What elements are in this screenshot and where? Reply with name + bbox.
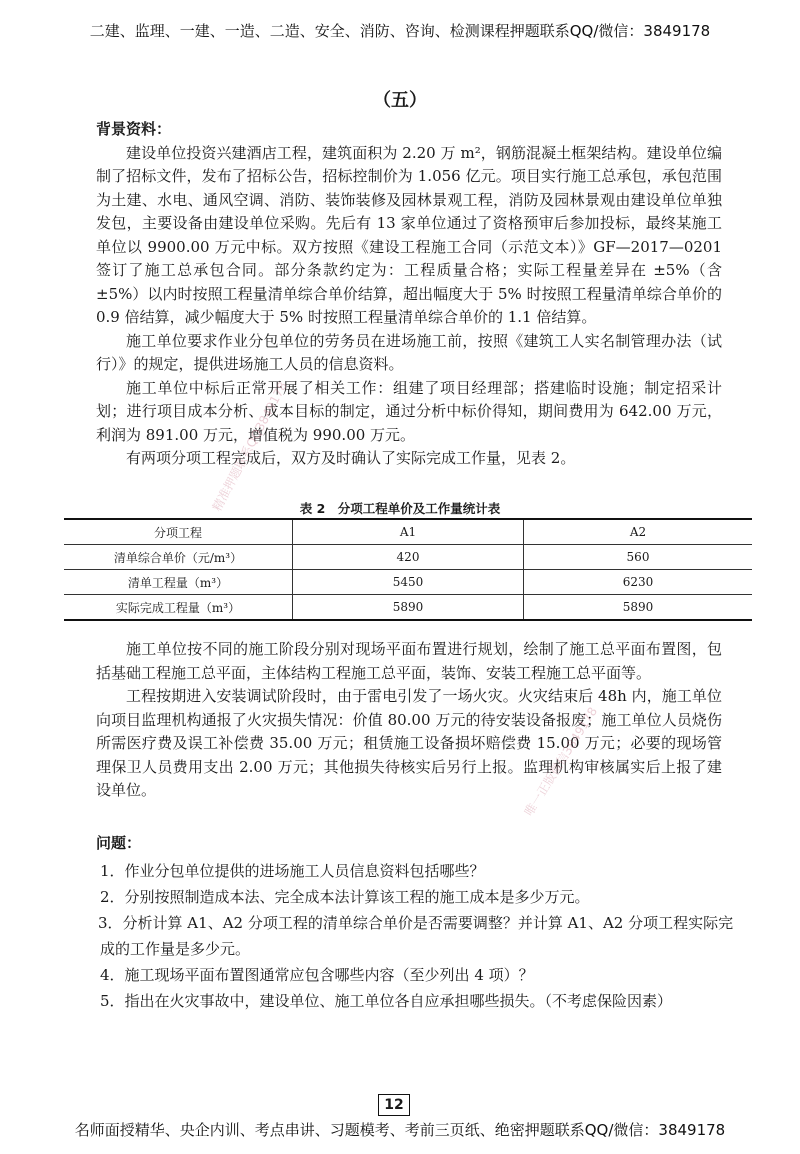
background-paragraph-6: 工程按期进入安装调试阶段时，由于雷电引发了一场火灾。火灾结束后 48h 内，施工单位向项目监理机构通报了火灾损失情况：价值 80.00 万元的待安装设备报废；施工单位人员烧伤所需医疗费及误工补偿费 35.00 万元；租赁施工设备损坏赔偿费 15.00 万元；必要的现场管理保卫人员费用支出 2.00 万元；其他损失待核实后另行上报。监理机构审核属实后上报了建设单位。 xyxy=(96,687,722,799)
question-item: 2．分别按照制造成本法、完全成本法计算该工程的施工成本是多少万元。 xyxy=(100,888,590,906)
table-cell: 560 xyxy=(524,545,753,570)
question-item: 5．指出在火灾事故中，建设单位、施工单位各自应承担哪些损失。（不考虑保险因素） xyxy=(100,992,673,1010)
header-banner: 二建、监理、一建、一造、二造、安全、消防、咨询、检测课程押题联系QQ/微信：3849178 xyxy=(89,22,711,40)
background-section-continued xyxy=(96,638,722,803)
questions-heading: 问题： xyxy=(96,834,142,852)
table-header-cell: A2 xyxy=(524,519,753,545)
table-header-cell: A1 xyxy=(293,519,524,545)
background-paragraph-5: 施工单位按不同的施工阶段分别对现场平面布置进行规划，绘制了施工总平面布置图，包括基础工程施工总平面，主体结构工程施工总平面，装饰、安装工程施工总平面等。 xyxy=(96,640,722,682)
watermark-text: 唯一正版微信3849178 xyxy=(521,704,601,819)
table-cell: 5450 xyxy=(293,570,524,595)
background-paragraph-1: 建设单位投资兴建酒店工程，建筑面积为 2.20 万 m²，钢筋混凝土框架结构。建设单位编制了招标文件，发布了招标公告，招标控制价为 1.056 亿元。项目实行施工总承包，承包范围为土建、水电、通风空调、消防、装饰装修及园林景观工程，消防及园林景观由建设单位单独发包，主要设备由建设单位采购。先后有 13 家单位通过了资格预审后参加投标，最终某施工单位以 9900.00 万元中标。双方按照《建设工程施工合同（示范文本）》GF—2017—0201 签订了施工总承包合同。部分条款约定为：工程质量合格；实际工程量差异在 ±5%（含 ±5%）以内时按照工程量清单综合单价结算，超出幅度大于 5% 时按照工程量清单综合单价的 0.9 倍结算，减少幅度大于 5% 时按照工程量清单综合单价的 1.1 倍结算。 xyxy=(96,143,722,326)
table-caption: 表 2 分项工程单价及工作量统计表 xyxy=(299,501,501,516)
table-cell: 6230 xyxy=(524,570,753,595)
table-header-cell: 分项工程 xyxy=(64,519,293,545)
table-cell: 实际完成工程量（m³） xyxy=(64,595,293,621)
section-title: （五） xyxy=(373,90,427,111)
table-cell: 420 xyxy=(293,545,524,570)
table-cell: 清单工程量（m³） xyxy=(64,570,293,595)
table-cell: 5890 xyxy=(293,595,524,621)
watermark-text: 精准押题联系QQ3849178 xyxy=(209,379,290,514)
background-paragraph-2: 施工单位要求作业分包单位的劳务员在进场施工前，按照《建筑工人实名制管理办法（试行）》的规定，提供进场施工人员的信息资料。 xyxy=(96,331,722,373)
background-heading: 背景资料： xyxy=(96,120,172,138)
table-cell: 清单综合单价（元/m³） xyxy=(64,545,293,570)
questions-section xyxy=(96,830,736,1014)
question-item: 4．施工现场平面布置图通常应包含哪些内容（至少列出 4 项）？ xyxy=(100,966,534,984)
question-item: 3．分析计算 A1、A2 分项工程的清单综合单价是否需要调整？并计算 A1、A2 分项工程实际完成的工作量是多少元。 xyxy=(98,914,734,958)
table-row xyxy=(64,545,752,570)
table-cell: 5890 xyxy=(622,600,654,614)
table-row xyxy=(64,595,752,621)
background-paragraph-3: 施工单位中标后正常开展了相关工作：组建了项目经理部；搭建临时设施；制定招采计划；进行项目成本分析、成本目标的制定，通过分析中标价得知，期间费用为 642.00 万元，利润为 891.00 万元，增值税为 990.00 万元。 xyxy=(96,378,722,444)
unit-price-table xyxy=(64,518,752,621)
page-number: 12 xyxy=(378,1094,410,1116)
background-section xyxy=(96,118,722,471)
question-item: 1．作业分包单位提供的进场施工人员信息资料包括哪些？ xyxy=(100,862,485,880)
table-row xyxy=(64,570,752,595)
footer-banner: 名师面授精华、央企内训、考点串讲、习题模考、考前三页纸、绝密押题联系QQ/微信：3849178 xyxy=(74,1121,726,1139)
background-paragraph-4: 有两项分项工程完成后，双方及时确认了实际完成工作量，见表 2。 xyxy=(126,449,576,467)
table-header-row xyxy=(64,519,752,545)
